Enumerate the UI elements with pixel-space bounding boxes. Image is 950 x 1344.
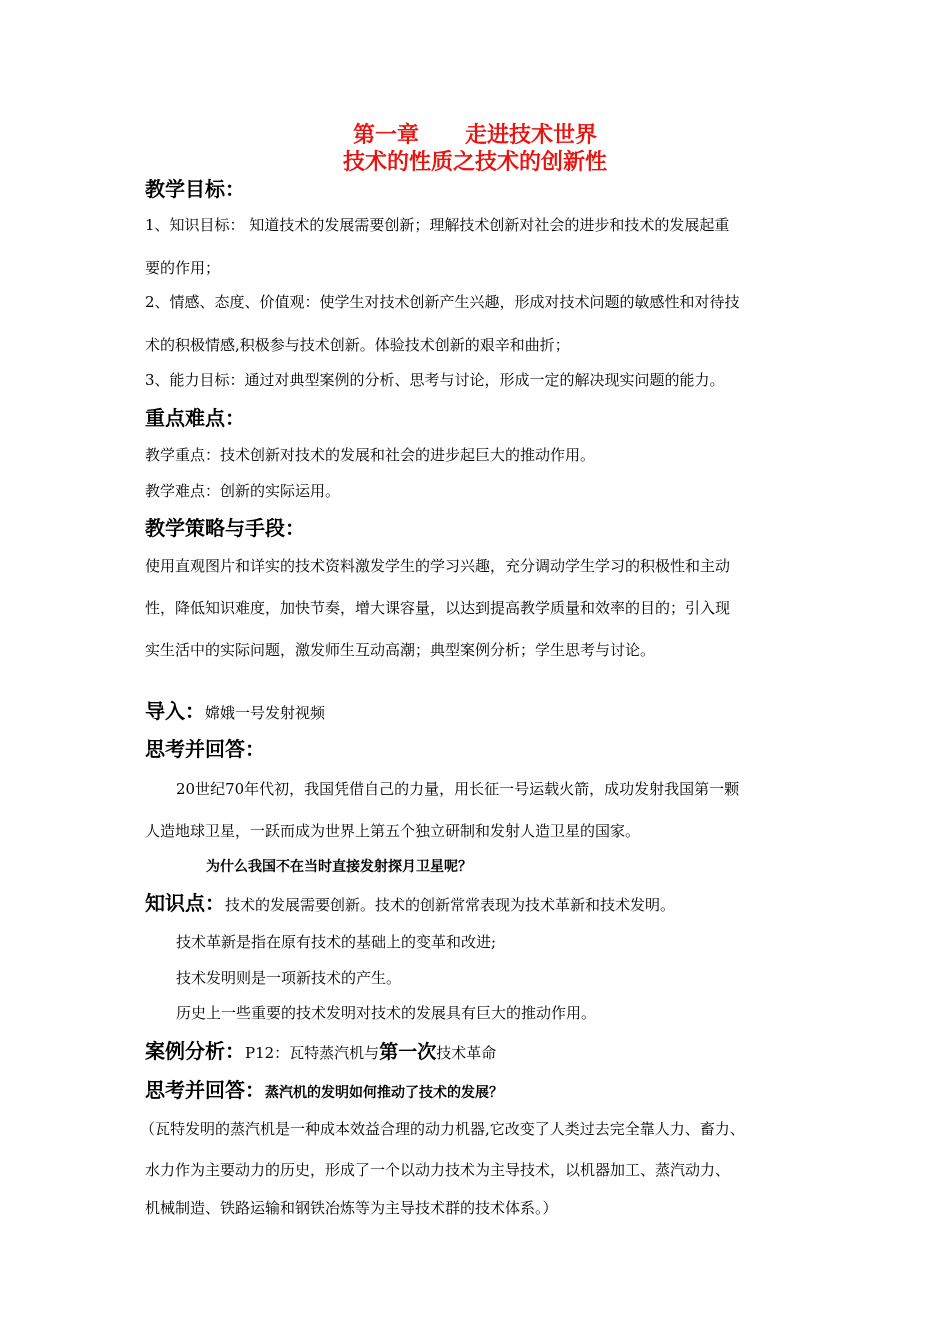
think-label-2: 思考并回答： <box>145 1078 265 1102</box>
case-label: 案例分析： <box>145 1039 245 1063</box>
think-paragraph-line-1: 20世纪70年代初，我国凭借自己的力量，用长征一号运载火箭，成功发射我国第一颗 <box>176 780 740 798</box>
objective-1-line-2: 要的作用； <box>145 259 221 277</box>
think-row-2 <box>145 1077 503 1106</box>
knowledge-line-2: 技术发明则是一项新技术的产生。 <box>176 969 402 987</box>
intro-text: 嫦娥一号发射视频 <box>205 704 326 722</box>
case-text-emphasis: 第一次 <box>379 1041 437 1063</box>
think-question-2: 蒸汽机的发明如何推动了技术的发展？ <box>265 1085 503 1101</box>
chapter-title: 第一章 走进技术世界 <box>353 123 597 148</box>
lesson-title: 技术的性质之技术的创新性 <box>342 150 607 175</box>
objective-1-line-1: 1、知识目标： 知道技术的发展需要创新；理解技术创新对社会的进步和技术的发展起重 <box>145 216 730 234</box>
knowledge-text: 技术的发展需要创新。技术的创新常常表现为技术革新和技术发明。 <box>225 896 676 914</box>
intro-row <box>145 698 325 726</box>
case-text-a: P12：瓦特蒸汽机与 <box>245 1044 380 1062</box>
case-text-b: 技术革命 <box>436 1044 497 1062</box>
answer-line-2: 水力作为主要动力的历史，形成了一个以动力技术为主导技术，以机器加工、蒸汽动力、 <box>145 1161 731 1179</box>
answer-line-3: 机械制造、铁路运输和钢铁冶炼等为主导技术群的技术体系。） <box>145 1199 558 1217</box>
knowledge-row <box>145 890 675 918</box>
objectives-heading: 教学目标： <box>145 177 245 201</box>
think-heading-1: 思考并回答： <box>145 737 265 761</box>
strategy-line-2: 性，降低知识难度，加快节奏，增大课容量，以达到提高教学质量和效率的目的；引入现 <box>145 599 731 617</box>
knowledge-label: 知识点： <box>145 891 225 915</box>
objective-2-line-1: 2、情感、态度、价值观：使学生对技术创新产生兴趣，形成对技术问题的敏感性和对待技 <box>145 293 740 311</box>
teaching-focus: 教学重点：技术创新对技术的发展和社会的进步起巨大的推动作用。 <box>145 446 596 464</box>
keypoints-heading: 重点难点： <box>145 406 245 430</box>
objective-3: 3、能力目标：通过对典型案例的分析、思考与讨论，形成一定的解决现实问题的能力。 <box>145 371 725 389</box>
strategy-heading: 教学策略与手段： <box>145 516 305 540</box>
knowledge-line-3: 历史上一些重要的技术发明对技术的发展具有巨大的推动作用。 <box>176 1004 597 1022</box>
strategy-line-1: 使用直观图片和详实的技术资料激发学生的学习兴趣，充分调动学生学习的积极性和主动 <box>145 557 731 575</box>
answer-line-1: （瓦特发明的蒸汽机是一种成本效益合理的动力机器,它改变了人类过去完全靠人力、畜力、 <box>140 1120 745 1138</box>
strategy-line-3: 实生活中的实际问题，激发师生互动高潮；典型案例分析；学生思考与讨论。 <box>145 641 656 659</box>
teaching-difficulty: 教学难点：创新的实际运用。 <box>145 482 341 500</box>
case-row <box>145 1038 496 1066</box>
think-paragraph-line-2: 人造地球卫星，一跃而成为世界上第五个独立研制和发射人造卫星的国家。 <box>145 822 641 840</box>
intro-label: 导入： <box>145 699 205 723</box>
objective-2-line-2: 术的积极情感,积极参与技术创新。体验技术创新的艰辛和曲折； <box>145 336 570 354</box>
knowledge-line-1: 技术革新是指在原有技术的基础上的变革和改进; <box>176 933 497 951</box>
think-question-1: 为什么我国不在当时直接发射探月卫星呢？ <box>206 859 472 875</box>
